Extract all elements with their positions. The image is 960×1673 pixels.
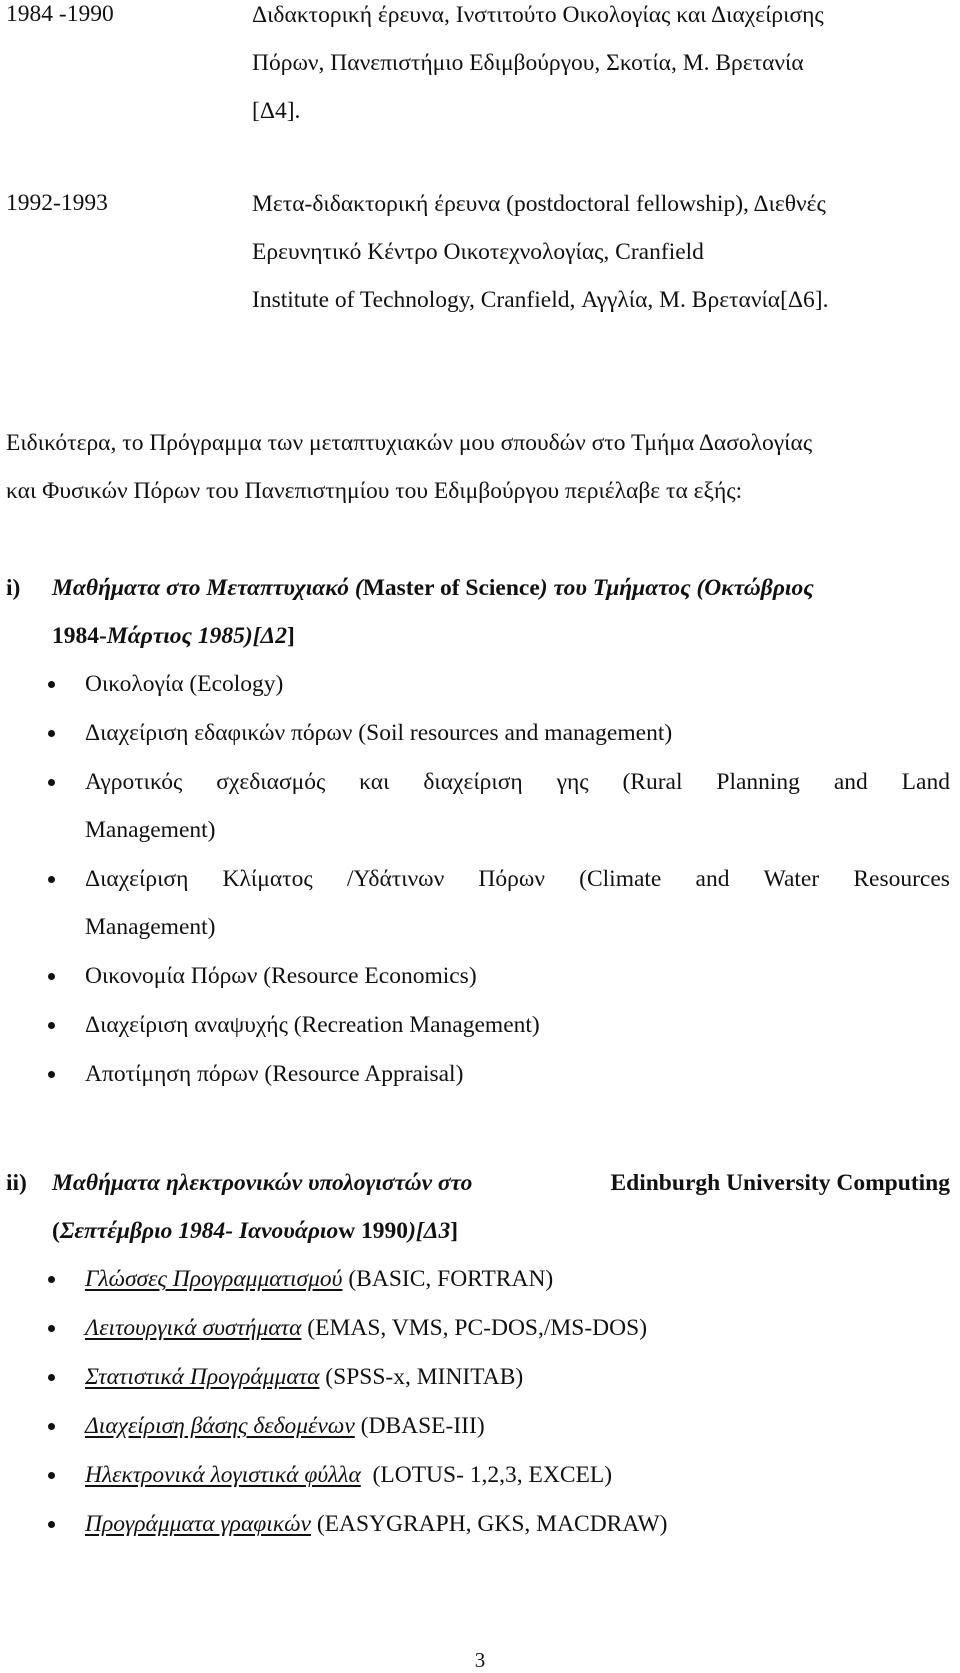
section-title-cont [52,1217,458,1245]
course-detail: (SPSS-x, MINITAB) [319,1364,524,1390]
bullet-icon [48,779,55,786]
entry-line: [Δ4]. [252,98,301,124]
entry-line: Μετα-διδακτορική έρευνα (postdoctoral fellowship), Διεθνές [252,191,826,217]
list-item-text-wrapped [85,865,950,941]
paragraph-line: και Φυσικών Πόρων του Πανεπιστημίου του Εδιμβούργου περιέλαβε τα εξής: [6,478,743,504]
entry-description [252,190,828,334]
section-masters-courses [6,574,950,1109]
section-title [52,1169,950,1197]
list-item [6,719,950,768]
section-heading [6,574,950,622]
course-detail: (DBASE-III) [354,1413,485,1439]
list-item [6,1060,950,1109]
list-item-text: Διαχείριση εδαφικών πόρων (Soil resources and management) [85,720,673,746]
bullet-icon [48,1071,55,1078]
entry-description [252,1,824,145]
section-title-cont [52,622,295,650]
list-item-text [85,1510,950,1538]
course-label: Ηλεκτρονικά λογιστικά φύλλα [85,1462,361,1488]
course-label: Προγράμματα γραφικών [85,1511,311,1537]
course-detail: (EASYGRAPH, GKS, MACDRAW) [310,1511,668,1537]
section-heading [6,1169,950,1217]
course-detail: (LOTUS- 1,2,3, EXCEL) [360,1462,613,1488]
justified-line: Αγροτικός σχεδιασμός και διαχείριση γης (Rural Planning and Land [85,769,950,795]
list-item [6,768,950,865]
list-item [6,670,950,719]
entry-years: 1992-1993 [6,190,108,216]
wrapped-line: Management) [85,817,216,843]
section-title-part: Μαθήματα στο Μεταπτυχιακό ( [52,575,363,601]
list-item-text: Οικολογία (Ecology) [85,671,284,697]
list-item-text [85,1265,950,1293]
section-title-part: ] [287,623,295,649]
justified-line: Διαχείριση Κλίματος /Υδάτινων Πόρων (Climate and Water Resources [85,866,950,892]
section-heading-cont [6,1217,950,1265]
entry-line: Πόρων, Πανεπιστήμιο Εδιμβούργου, Σκοτία, Μ. Βρετανία [252,50,804,76]
bullet-icon [48,730,55,737]
bullet-icon [48,1374,55,1381]
section-title-part: ) του Τμήματος (Οκτώβριος [539,575,814,601]
list-item [6,1011,950,1060]
bullet-icon [48,1276,55,1283]
entry-line: Institute of Technology, Cranfield, Αγγλία, Μ. Βρετανία[Δ6]. [252,287,829,313]
section-title-part: Edinburgh University Computing [610,1170,950,1196]
list-item [6,865,950,962]
list-item [6,1363,950,1412]
section-title-part: Master of Science [362,575,540,601]
page-number: 3 [474,1648,486,1672]
section-title-part: )[Δ3 [408,1218,451,1244]
list-item-text [85,1461,950,1489]
course-detail: (BASIC, FORTRAN) [342,1266,554,1292]
section-heading-cont [6,622,950,670]
section-title-part: ] [450,1218,459,1244]
list-item-text: Αποτίμηση πόρων (Resource Appraisal) [85,1061,464,1087]
wrapped-line: Management) [85,914,216,940]
bullet-icon [48,1022,55,1029]
list-item-text [85,1314,950,1342]
section-title-part: Σεπτέμβριο 1984- Ιανουάριο [59,1218,339,1244]
entry-line: Ερευνητικό Κέντρο Οικοτεχνολογίας, Cranfield [252,239,704,265]
bullet-icon [48,1521,55,1528]
list-item-text [85,1363,950,1391]
section-computing-courses [6,1169,950,1559]
list-item-text: Διαχείριση αναψυχής (Recreation Management) [85,1012,540,1038]
list-item [6,1461,950,1510]
course-label: Γλώσσες Προγραμματισμού [85,1266,343,1292]
list-item [6,962,950,1011]
section-number: i) [6,575,21,601]
section-title-part: Μαθήματα ηλεκτρονικών υπολογιστών στο [52,1170,473,1196]
list-item [6,1265,950,1314]
intro-paragraph [6,429,950,525]
course-detail: (EMAS, VMS, PC-DOS,/MS-DOS) [301,1315,648,1341]
bullet-icon [48,1472,55,1479]
list-item-text-wrapped [85,768,950,844]
bullet-icon [48,876,55,883]
section-title-part: Μάρτιος 1985)[Δ2 [106,623,288,649]
section-number: ii) [6,1170,27,1196]
list-item [6,1314,950,1363]
list-item-text: Οικονομία Πόρων (Resource Economics) [85,963,477,989]
course-label: Στατιστικά Προγράμματα [85,1364,320,1390]
list-item-text [85,1412,950,1440]
section-title-part: w 1990 [338,1218,409,1244]
list-item [6,1510,950,1559]
bullet-icon [48,681,55,688]
course-label: Λειτουργικά συστήματα [85,1315,302,1341]
section-title [52,574,950,602]
course-label: Διαχείριση βάσης δεδομένων [85,1413,355,1439]
bullet-icon [48,973,55,980]
list-item [6,1412,950,1461]
section-title-part: 1984- [52,623,107,649]
bullet-icon [48,1325,55,1332]
entry-line: Διδακτορική έρευνα, Ινστιτούτο Οικολογίας και Διαχείρισης [252,2,824,28]
entry-years: 1984 -1990 [6,1,114,27]
paragraph-line: Ειδικότερα, το Πρόγραμμα των μεταπτυχιακών μου σπουδών στο Τμήμα Δασολογίας [6,430,813,456]
bullet-icon [48,1423,55,1430]
section-title-part: ( [52,1218,60,1244]
